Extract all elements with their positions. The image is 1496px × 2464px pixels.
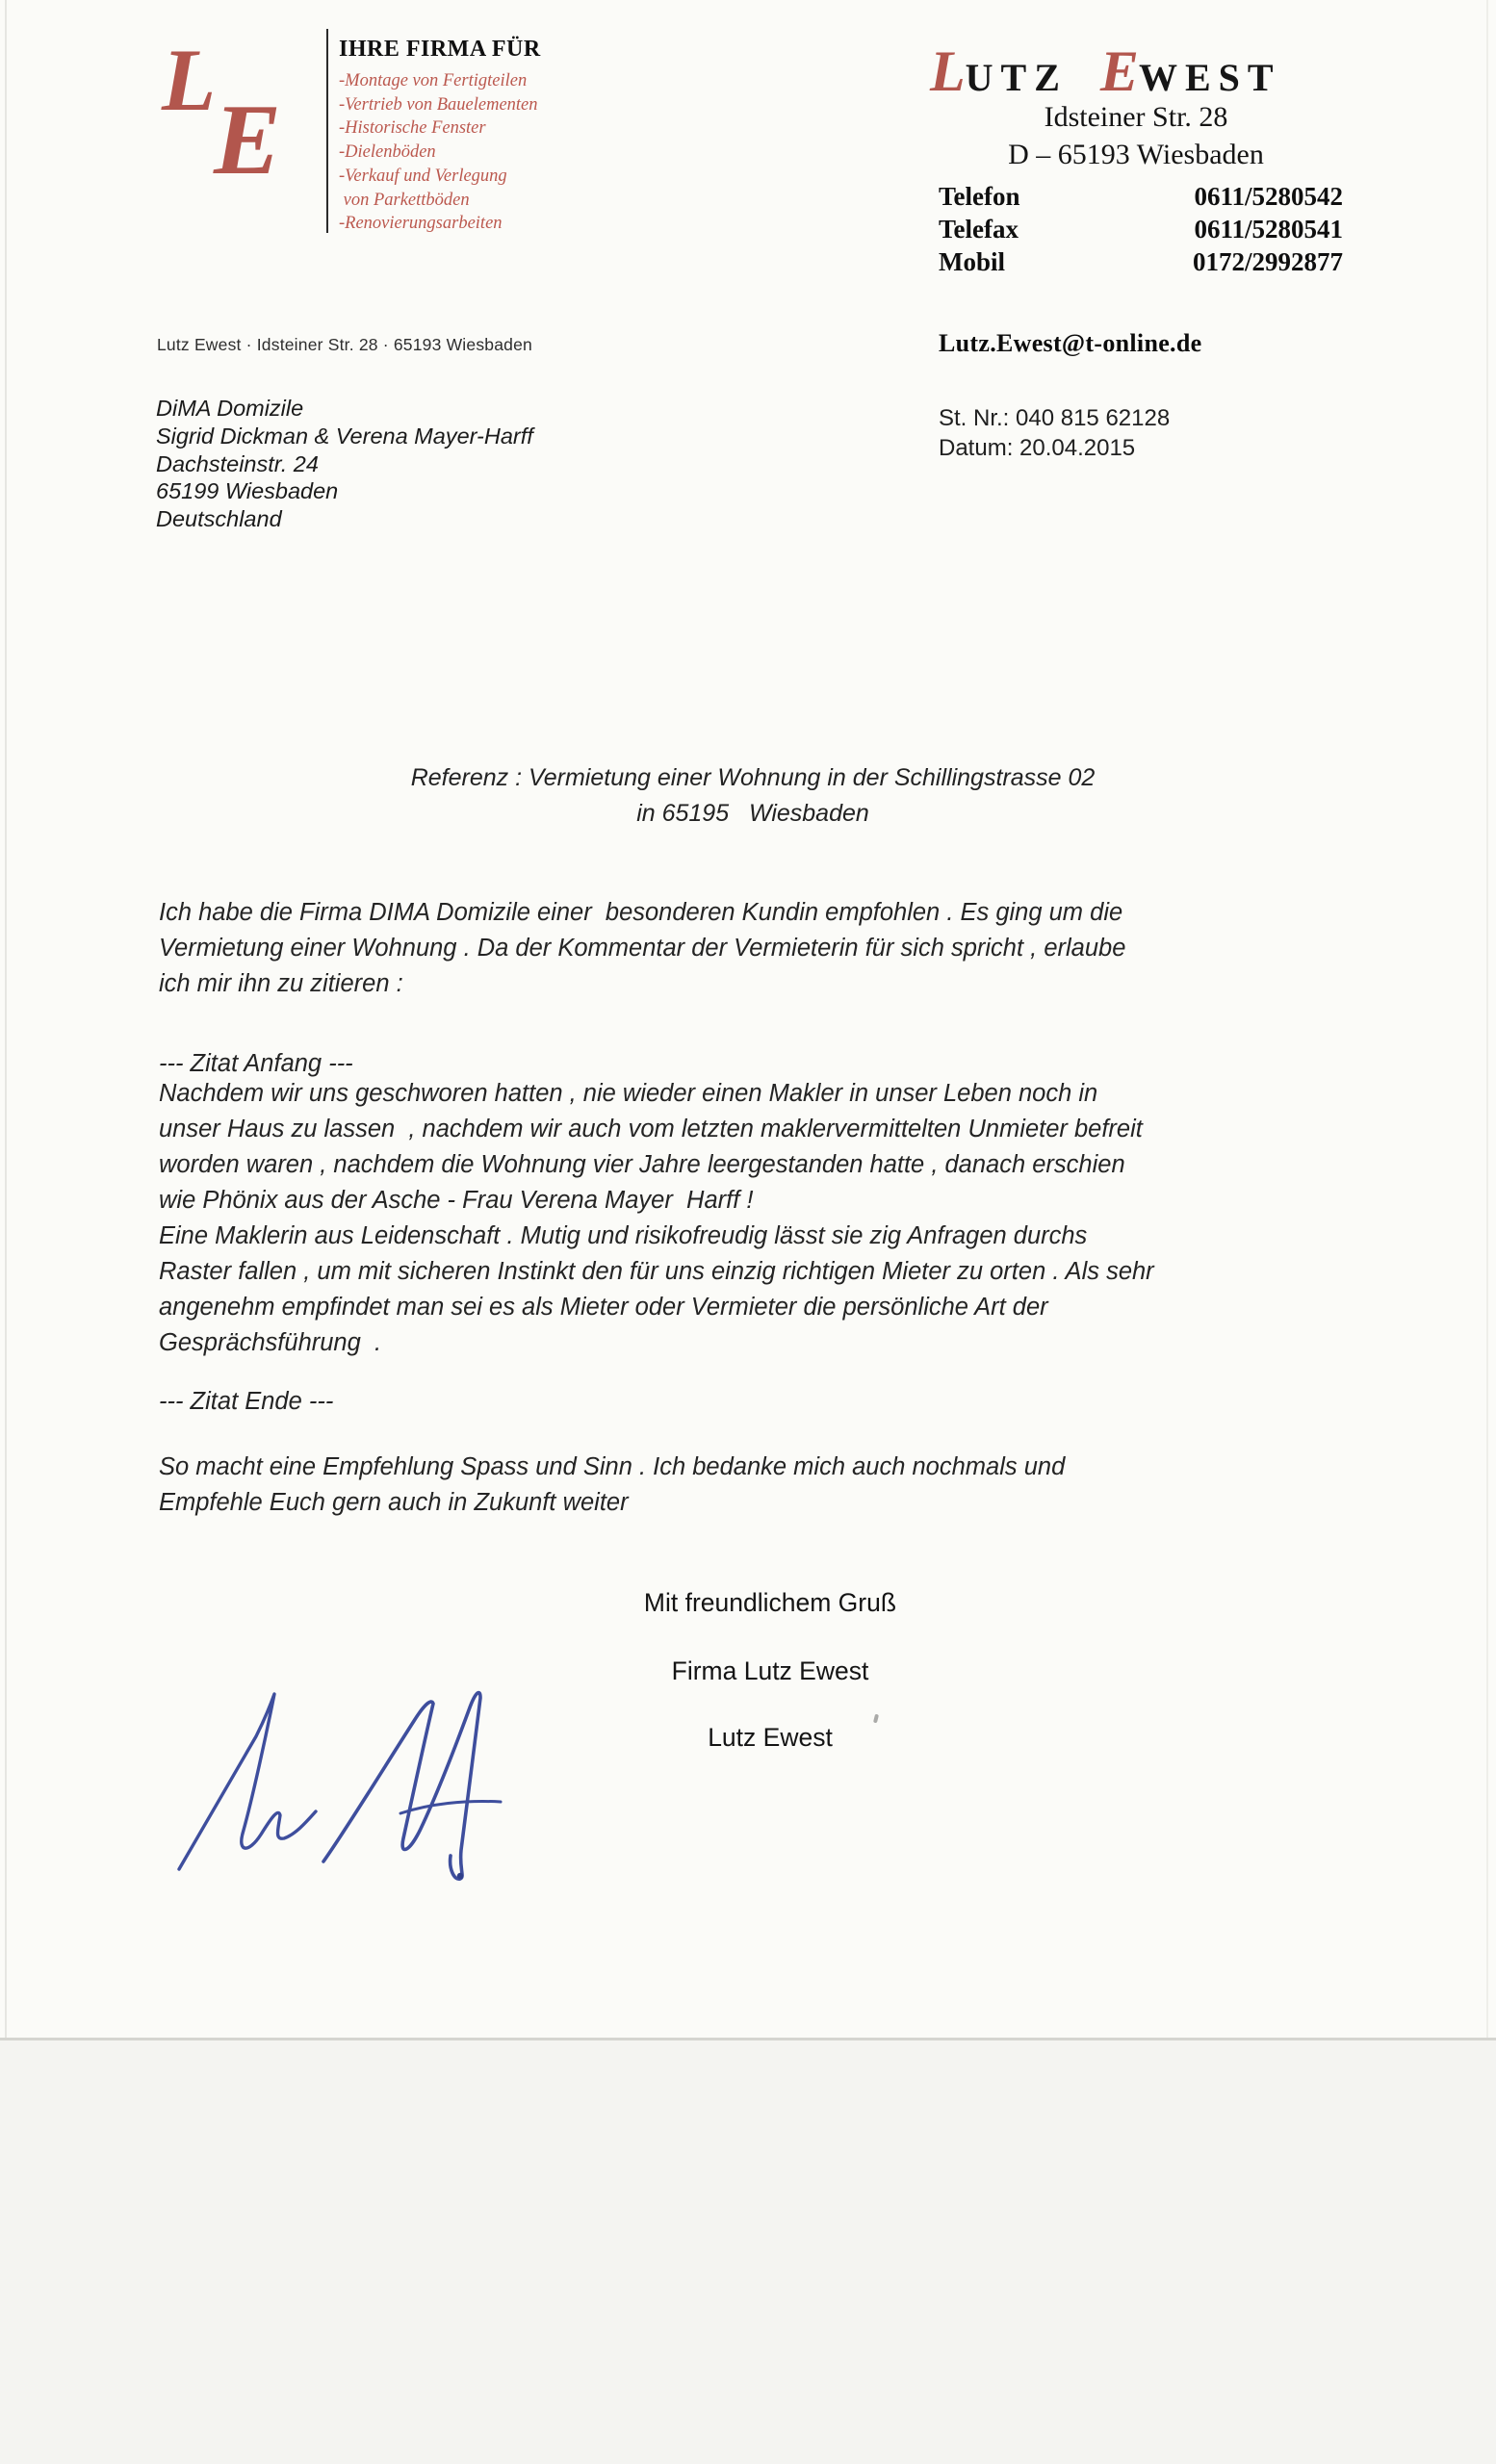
- contact-value: 0611/5280541: [1194, 215, 1343, 244]
- company-city: D – 65193 Wiesbaden: [1008, 138, 1264, 170]
- logo-service-line: -Montage von Fertigteilen: [339, 71, 528, 90]
- logo-services-list: [339, 69, 538, 236]
- company-address: [915, 99, 1357, 173]
- company-initial-l: L: [930, 39, 966, 103]
- recipient-line: 65199 Wiesbaden: [156, 478, 339, 504]
- body-line: worden waren , nachdem die Wohnung vier Jahre leergestanden hatte , danach erschien: [159, 1151, 1125, 1178]
- logo-heading: IHRE FIRMA FÜR: [339, 37, 541, 62]
- contact-label: Mobil: [939, 247, 1006, 276]
- closing-name: Lutz Ewest: [708, 1723, 833, 1752]
- body-line: Eine Maklerin aus Leidenschaft . Mutig und risikofreudig lässt sie zig Anfragen durchs: [159, 1222, 1088, 1249]
- quote-paragraph: [159, 1076, 1154, 1361]
- signature-stroke: [179, 1694, 316, 1869]
- signature-stroke: [323, 1693, 480, 1880]
- body-line: Gesprächsführung .: [159, 1329, 382, 1356]
- body-line: ich mir ihn zu zitieren :: [159, 970, 403, 997]
- contact-row: [939, 245, 1343, 278]
- logo-service-line: -Vertrieb von Bauelementen: [339, 94, 538, 115]
- recipient-block: [156, 395, 533, 533]
- signature-stroke: [400, 1802, 501, 1814]
- reference-line-2: in 65195 Wiesbaden: [636, 799, 869, 827]
- body-line: angenehm empfindet man sei es als Mieter oder Vermieter die persönliche Art der: [159, 1294, 1048, 1321]
- body-line: So macht eine Empfehlung Spass und Sinn . Ich bedanke mich auch nochmals und: [159, 1453, 1066, 1480]
- reference-block: [146, 760, 1359, 831]
- logo-service-line: -Historische Fenster: [339, 118, 486, 139]
- email-address: Lutz.Ewest@t-online.de: [939, 329, 1202, 357]
- signature-ink-dot: [457, 1873, 463, 1879]
- body-line: Empfehle Euch gern auch in Zukunft weiter: [159, 1489, 629, 1516]
- body-line: Raster fallen , um mit sicheren Instinkt den für uns einzig richtigen Mieter zu orten . Als sehr: [159, 1258, 1154, 1285]
- contact-value: 0172/2992877: [1192, 247, 1343, 276]
- company-name-lutz: UTZ: [965, 56, 1068, 99]
- contact-row: [939, 213, 1343, 245]
- recipient-line: DiMA Domizile: [156, 396, 304, 421]
- logo-monogram-l: L: [162, 31, 217, 129]
- contact-row: [939, 180, 1343, 213]
- letter-date: Datum: 20.04.2015: [939, 434, 1136, 461]
- quote-close-marker: --- Zitat Ende ---: [159, 1388, 334, 1415]
- recipient-line: Sigrid Dickman & Verena Mayer-Harff: [156, 423, 533, 449]
- body-line: Nachdem wir uns geschworen hatten , nie wieder einen Makler in unser Leben noch in: [159, 1080, 1098, 1107]
- recipient-line: Deutschland: [156, 506, 282, 532]
- scan-edge-right: [1486, 0, 1488, 2038]
- recipient-line: Dachsteinstr. 24: [156, 450, 319, 476]
- reference-line-1: Referenz : Vermietung einer Wohnung in der Schillingstrasse 02: [410, 764, 1096, 791]
- company-title: [930, 39, 1281, 103]
- body-line: wie Phönix aus der Asche - Frau Verena Mayer Harff !: [159, 1187, 754, 1214]
- contact-label: Telefon: [939, 182, 1020, 211]
- intro-paragraph: [159, 895, 1125, 1002]
- logo-service-line: -Renovierungsarbeiten: [339, 214, 503, 234]
- quote-open-marker: --- Zitat Anfang ---: [159, 1050, 353, 1077]
- body-line: Ich habe die Firma DIMA Domizile einer besonderen Kundin empfohlen . Es ging um die: [159, 899, 1123, 926]
- closing-company: Firma Lutz Ewest: [671, 1656, 869, 1685]
- scan-background-strip: [0, 2040, 1496, 2464]
- closing-salutation: Mit freundlichem Gruß: [643, 1588, 897, 1617]
- signature-image: [171, 1677, 503, 1888]
- contact-table: [939, 180, 1343, 278]
- company-name-ewest: WEST: [1138, 56, 1281, 99]
- scan-edge-left: [5, 0, 7, 2038]
- company-initial-e: E: [1099, 39, 1139, 103]
- logo-service-line: von Parkettböden: [339, 190, 470, 210]
- outro-paragraph: [159, 1450, 1065, 1521]
- body-line: unser Haus zu lassen , nachdem wir auch vom letzten maklervermittelten Unmieter befreit: [159, 1116, 1143, 1142]
- logo-divider: [326, 29, 328, 233]
- logo-service-line: -Dielenböden: [339, 142, 436, 163]
- contact-value: 0611/5280542: [1194, 182, 1343, 211]
- letter-meta: [939, 404, 1170, 463]
- sender-return-line: Lutz Ewest · Idsteiner Str. 28 · 65193 Wiesbaden: [157, 335, 532, 354]
- logo-service-line: -Verkauf und Verlegung: [339, 166, 507, 186]
- body-line: Vermietung einer Wohnung . Da der Kommentar der Vermieterin für sich spricht , erlaube: [159, 935, 1126, 962]
- logo-monogram-e: E: [214, 83, 282, 195]
- company-street: Idsteiner Str. 28: [1044, 101, 1228, 133]
- contact-label: Telefax: [939, 215, 1019, 244]
- tax-number: St. Nr.: 040 815 62128: [939, 405, 1171, 431]
